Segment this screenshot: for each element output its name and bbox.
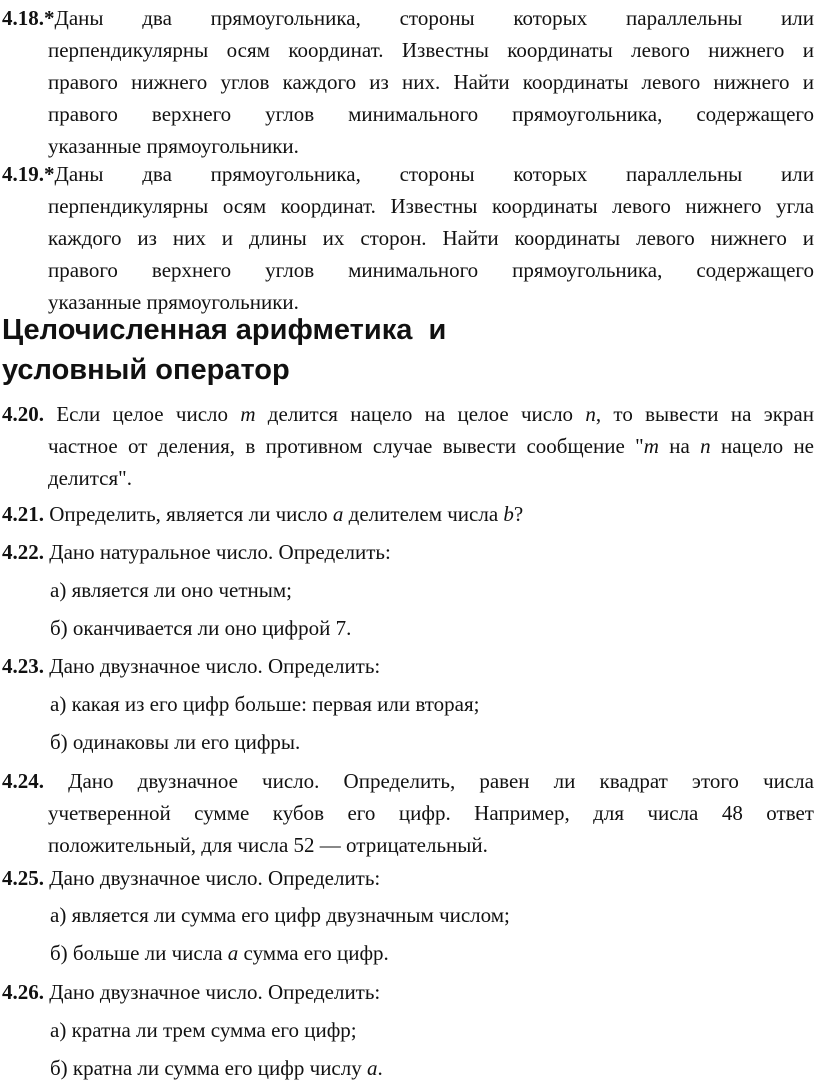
subitem-b: б) оканчивается ли оно цифрой 7. — [50, 616, 352, 640]
problem-text-line: перпендикулярны осям координат. Известны координаты левого нижнего и — [48, 38, 814, 62]
problem-text-line: Даны два прямоугольника, стороны которых параллельны или — [54, 162, 814, 186]
subitem-b: б) одинаковы ли его цифры. — [50, 730, 301, 754]
text-fragment: нацело не — [710, 434, 814, 458]
text-fragment: частное от деления, в противном случае вывести сообщение " — [48, 434, 644, 458]
problem-text: Дано двузначное число. Определить: — [44, 980, 381, 1004]
problem-text-line: правого верхнего углов минимального прямоугольника, содержащего — [48, 258, 814, 282]
text-fragment: Определить, является ли число — [44, 502, 333, 526]
problem-number: 4.24. — [2, 769, 44, 793]
text-fragment: делителем числа — [343, 502, 504, 526]
section-heading-line: Целочисленная арифметика и — [2, 314, 447, 346]
problem-text-line: перпендикулярны осям координат. Известны координаты левого нижнего угла — [48, 194, 814, 218]
text-fragment: ? — [513, 502, 524, 526]
variable-a: a — [366, 1056, 378, 1080]
problem-number: 4.23. — [2, 654, 44, 678]
star-mark: * — [44, 6, 55, 30]
text-fragment: б) больше ли числа — [50, 941, 228, 965]
problem-4-26 — [2, 976, 814, 1008]
variable-a: a — [332, 502, 344, 526]
problem-number: 4.26. — [2, 980, 44, 1004]
section-heading-line: условный оператор — [2, 354, 290, 386]
subitem-a: а) кратна ли трем сумма его цифр; — [50, 1018, 357, 1042]
problem-4-25 — [2, 862, 814, 894]
text-fragment: делится нацело на целое число — [255, 402, 586, 426]
problem-number: 4.25. — [2, 866, 44, 890]
problem-text-line: Дано двузначное число. Определить, равен ли квадрат этого числа — [44, 769, 814, 793]
problem-number: 4.20. — [2, 402, 44, 426]
text-fragment: б) кратна ли сумма его цифр числу — [50, 1056, 367, 1080]
problem-4-20 — [2, 398, 814, 494]
problem-4-21 — [2, 498, 814, 530]
problem-number: 4.21. — [2, 502, 44, 526]
subitem-a: а) является ли сумма его цифр двузначным числом; — [50, 903, 510, 927]
problem-text-line: указанные прямоугольники. — [48, 290, 299, 314]
variable-a: a — [227, 941, 239, 965]
problem-text-line: положительный, для числа 52 — отрицательный. — [48, 833, 488, 857]
problem-text: Дано двузначное число. Определить: — [44, 866, 381, 890]
problem-text: Дано двузначное число. Определить: — [44, 654, 381, 678]
problem-4-24 — [2, 765, 814, 861]
problem-4-19 — [2, 158, 814, 318]
problem-4-23 — [2, 650, 814, 682]
problem-text-line: правого нижнего углов каждого из них. Найти координаты левого нижнего и — [48, 70, 814, 94]
problem-text-line: Даны два прямоугольника, стороны которых параллельны или — [54, 6, 814, 30]
subitem-b — [50, 1053, 810, 1083]
variable-m: m — [240, 402, 256, 426]
problem-number: 4.19. — [2, 162, 44, 186]
star-mark: * — [44, 162, 55, 186]
variable-b: b — [503, 502, 514, 526]
problem-text-line: каждого из них и длины их сторон. Найти координаты левого нижнего и — [48, 226, 814, 250]
problem-text-line: учетверенной сумме кубов его цифр. Например, для числа 48 ответ — [48, 801, 814, 825]
text-fragment: сумма его цифр. — [238, 941, 389, 965]
subitem-a: а) является ли оно четным; — [50, 578, 292, 602]
section-heading — [2, 310, 814, 390]
variable-n: n — [585, 402, 596, 426]
problem-number: 4.18. — [2, 6, 44, 30]
text-fragment: на — [658, 434, 701, 458]
problem-4-22 — [2, 536, 814, 568]
text-fragment: , то вывести на экран — [595, 402, 814, 426]
problem-4-18 — [2, 2, 814, 162]
subitem-b — [50, 938, 810, 968]
problem-text-line: указанные прямоугольники. — [48, 134, 299, 158]
text-fragment: . — [377, 1056, 383, 1080]
problem-text: Дано натуральное число. Определить: — [44, 540, 391, 564]
problem-text-line: правого верхнего углов минимального прямоугольника, содержащего — [48, 102, 814, 126]
problem-text-line: делится". — [48, 466, 132, 490]
subitem-a: а) какая из его цифр больше: первая или вторая; — [50, 692, 480, 716]
variable-m: m — [643, 434, 659, 458]
variable-n: n — [700, 434, 711, 458]
problem-number: 4.22. — [2, 540, 44, 564]
text-fragment: Если целое число — [56, 402, 241, 426]
